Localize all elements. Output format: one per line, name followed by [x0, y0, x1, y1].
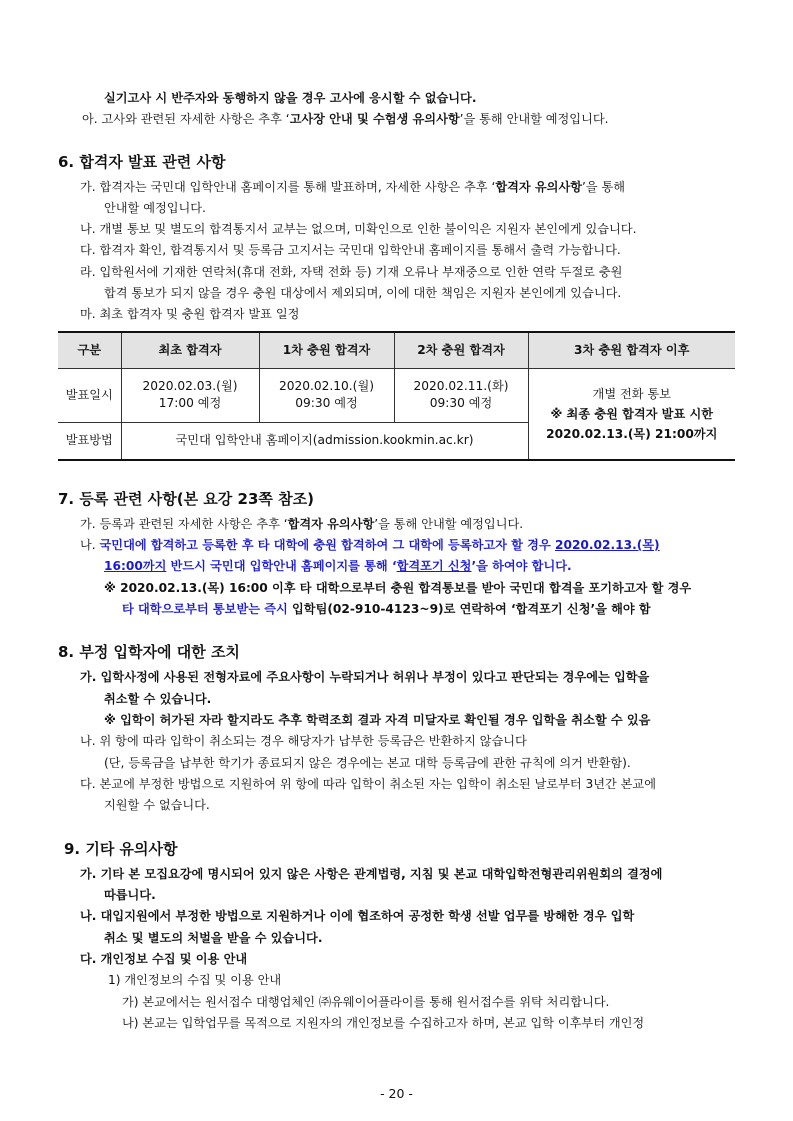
page-number: - 20 -	[380, 1086, 413, 1101]
section-8-item-na-cont: (단, 등록금을 납부한 학기가 종료되지 않은 경우에는 본교 대학 등록금에 관한 규칙에 의거 반환함).	[104, 756, 631, 770]
section-7-item-na: 나. 국민대에 합격하고 등록한 후 타 대학에 충원 합격하여 그 대학에 등록하고자 할 경우 2020.02.13.(목)	[80, 538, 660, 552]
section-7-item-ga: 가. 등록과 관련된 자세한 사항은 추후 ‘합격자 유의사항’을 통해 안내할 예정입니다.	[80, 517, 524, 531]
table-header-row	[58, 332, 735, 368]
section-8-item-da-cont: 지원할 수 없습니다.	[104, 798, 210, 812]
section-6-item-ma: 마. 최초 합격자 및 충원 합격자 발표 일정	[80, 307, 300, 321]
section-6-item-da: 다. 합격자 확인, 합격통지서 및 등록금 고지서는 국민대 입학안내 홈페이지를 통해서 출력 가능합니다.	[80, 243, 621, 257]
announcement-schedule-table	[58, 331, 735, 461]
section-7-title: 7. 등록 관련 사항(본 요강 23쪽 참조)	[58, 490, 314, 508]
section-9-item-na-cont: 취소 및 별도의 처벌을 받을 수 있습니다.	[104, 931, 323, 945]
exam-accompanist-notice: 실기고사 시 반주자와 동행하지 않을 경우 고사에 응시할 수 없습니다.	[104, 91, 477, 105]
table-cell: 2020.02.10.(월) 09:30 예정	[259, 368, 394, 422]
section-9-item-ga: 가. 기타 본 모집요강에 명시되어 있지 않은 사항은 관계법령, 지침 및 본교 대학입학전형관리위원회의 결정에	[80, 867, 663, 881]
section-6-item-ra-cont: 합격 통보가 되지 않을 경우 충원 대상에서 제외되며, 이에 대한 책임은 지원자 본인에게 있습니다.	[104, 286, 622, 300]
section-9-item-na: 나. 대입지원에서 부정한 방법으로 지원하거나 이에 협조하여 공정한 학생 선발 업무를 방해한 경우 입학	[80, 909, 635, 923]
section-8-item-ga-cont: 취소할 수 있습니다.	[104, 692, 212, 706]
table-header-cell: 3차 충원 합격자 이후	[528, 332, 735, 368]
section-8-item-na: 나. 위 항에 따라 입학이 취소되는 경우 해당자가 납부한 등록금은 반환하지 않습니다	[80, 734, 527, 748]
section-7-item-na-cont: 16:00까지 반드시 국민대 입학안내 홈페이지를 통해 ‘합격포기 신청’을 하여야 합니다.	[104, 559, 572, 573]
section-7-note-cont: 타 대학으로부터 통보받는 즉시 입학팀(02-910-4123~9)로 연락하여 ‘합격포기 신청’을 해야 함	[122, 602, 651, 616]
section-8-item-ga: 가. 입학사정에 사용된 전형자료에 주요사항이 누락되거나 허위나 부정이 있다고 판단되는 경우에는 입학을	[80, 670, 650, 684]
section-9-sub-na: 나) 본교는 입학업무를 목적으로 지원자의 개인정보를 수집하고자 하며, 본교 입학 이후부터 개인정	[122, 1016, 645, 1030]
table-header-cell: 1차 충원 합격자	[259, 332, 394, 368]
section-6-item-na: 나. 개별 통보 및 별도의 합격통지서 교부는 없으며, 미확인으로 인한 불이익은 지원자 본인에게 있습니다.	[80, 222, 637, 236]
section-6-item-ga-cont: 안내할 예정입니다.	[104, 201, 206, 215]
section-9-item-da: 다. 개인정보 수집 및 이용 안내	[80, 952, 248, 966]
section-7-note: ※ 2020.02.13.(목) 16:00 이후 타 대학으로부터 충원 합격통보를 받아 국민대 합격을 포기하고자 할 경우	[104, 581, 692, 595]
table-cell: 2020.02.03.(월) 17:00 예정	[121, 368, 259, 422]
section-9-item-ga-cont: 따릅니다.	[104, 888, 156, 902]
section-8-item-da: 다. 본교에 부정한 방법으로 지원하여 위 항에 따라 입학이 취소된 자는 입학이 취소된 날로부터 3년간 본교에	[80, 777, 656, 791]
row-label: 발표일시	[58, 368, 121, 422]
section-9-title: 9. 기타 유의사항	[64, 840, 178, 858]
row-label: 발표방법	[58, 422, 121, 460]
section-8-title: 8. 부정 입학자에 대한 조치	[58, 643, 240, 661]
table-cell: 2020.02.11.(화) 09:30 예정	[394, 368, 528, 422]
section-6-item-ga: 가. 합격자는 국민대 입학안내 홈페이지를 통해 발표하며, 자세한 사항은 추후 ‘합격자 유의사항’을 통해	[80, 180, 626, 194]
third-round-cell: 개별 전화 통보 ※ 최종 충원 합격자 발표 시한 2020.02.13.(목) 21:00까지	[528, 368, 735, 460]
table-header-cell: 2차 충원 합격자	[394, 332, 528, 368]
table-cell: 국민대 입학안내 홈페이지(admission.kookmin.ac.kr)	[121, 422, 528, 460]
exam-info-line: 아. 고사와 관련된 자세한 사항은 추후 ‘고사장 안내 및 수험생 유의사항’을 통해 안내할 예정입니다.	[82, 112, 609, 126]
section-8-note: ※ 입학이 허가된 자라 할지라도 추후 학력조회 결과 자격 미달자로 확인될 경우 입학을 취소할 수 있음	[104, 713, 651, 727]
table-header-cell: 구분	[58, 332, 121, 368]
section-9-sub-1: 1) 개인정보의 수집 및 이용 안내	[108, 973, 282, 987]
table-header-cell: 최초 합격자	[121, 332, 259, 368]
table-row	[58, 368, 735, 422]
section-6-item-ra: 라. 입학원서에 기재한 연락처(휴대 전화, 자택 전화 등) 기재 오류나 부재중으로 인한 연락 두절로 충원	[80, 265, 623, 279]
section-9-sub-ga: 가) 본교에서는 원서접수 대행업체인 ㈜유웨이어플라이를 통해 원서접수를 위탁 처리합니다.	[122, 995, 610, 1009]
section-6-title: 6. 합격자 발표 관련 사항	[58, 153, 226, 171]
